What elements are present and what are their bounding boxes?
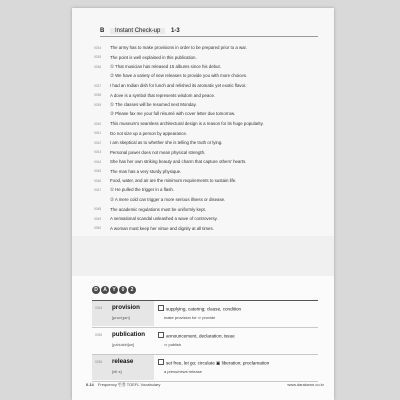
sentence-text: Do not size up a person by appearance. xyxy=(110,130,188,136)
section-header xyxy=(100,26,318,37)
sentence-row xyxy=(94,53,324,63)
sentence-row xyxy=(94,195,324,205)
sentence-row xyxy=(94,148,324,158)
sentence-number: 0046 xyxy=(94,178,102,183)
sentence-text: ① That musician has released 15 albums since his debut. xyxy=(110,63,221,69)
headword: release xyxy=(112,358,134,365)
sentence-number: 0039 xyxy=(94,102,102,107)
synonym-text: supplying, catering; clause, condition xyxy=(166,306,242,312)
sentence-number: 0047 xyxy=(94,188,102,193)
sentence-number: 0043 xyxy=(94,150,102,155)
sentence-text: ② Please fax me your full résumé with cover letter due tomorrow. xyxy=(110,111,236,117)
sentence-number: 0050 xyxy=(94,226,102,231)
sentence-number: 0035 xyxy=(94,55,102,60)
sentence-number: 0045 xyxy=(94,169,102,174)
sentence-number: 0042 xyxy=(94,140,102,145)
sentence-text: A dove is a symbol that represents wisdom and peace. xyxy=(110,92,216,98)
sentence-row xyxy=(94,81,324,91)
headword: provision xyxy=(112,304,140,311)
synonym-text: announcement, declaration; issue xyxy=(166,333,235,339)
sentence-list xyxy=(94,43,324,233)
sentence-row xyxy=(94,205,324,215)
sentence-number: 0038 xyxy=(94,93,102,98)
vocab-entry xyxy=(92,301,318,328)
vocab-entry-head xyxy=(92,328,154,353)
sentence-row xyxy=(94,167,324,177)
vocab-entry xyxy=(92,328,318,355)
checkbox-icon xyxy=(158,332,164,338)
sentence-row xyxy=(94,110,324,120)
headword: publication xyxy=(112,331,145,338)
sentence-number: 0037 xyxy=(94,83,102,88)
section-letter: B xyxy=(100,28,105,34)
entry-number: 0036 xyxy=(95,360,103,364)
section-code: 1-3 xyxy=(171,28,180,34)
entry-number: 0034 xyxy=(95,306,103,310)
book-page xyxy=(72,8,334,400)
sentence-number: 0034 xyxy=(94,45,102,50)
sentence-row xyxy=(94,119,324,129)
sentence-row xyxy=(94,43,324,53)
sentence-text: I had an Indian dish for lunch and relished its aromatic yet exotic flavor. xyxy=(110,83,247,89)
sentence-text: I am skeptical as to whether she is telling the truth or lying. xyxy=(110,140,223,146)
sentence-row xyxy=(94,62,324,72)
sentence-text: Food, water, and air are the minimum requirements to sustain life. xyxy=(110,178,237,184)
sentence-row xyxy=(94,129,324,139)
synonyms xyxy=(158,305,241,312)
sentence-text: A sensational scandal unleashed a wave of controversy. xyxy=(110,216,218,222)
synonyms xyxy=(158,359,269,367)
sentence-number: 0049 xyxy=(94,216,102,221)
sentence-row xyxy=(94,72,324,82)
day-badge-letter: 0 xyxy=(119,286,127,294)
sentence-text: The army has to make provisions in order to be prepared prior to a war. xyxy=(110,45,247,51)
day-badge xyxy=(92,286,136,294)
sentence-text: A woman must keep her virtue and dignity at all times. xyxy=(110,225,214,231)
sentence-text: Personal power does not mean physical strength. xyxy=(110,149,206,155)
derivative: ⇨ publish xyxy=(164,342,182,347)
sentence-row xyxy=(94,138,324,148)
sentence-text: ② A mere cold can trigger a more serious illness or disease. xyxy=(110,196,226,202)
sentence-text: The point is well explained in this publication. xyxy=(110,54,197,60)
day-badge-letter: D xyxy=(92,286,100,294)
vocab-entry-head xyxy=(92,355,154,380)
sentence-text: The man has a very sturdy physique. xyxy=(110,168,182,174)
book-title: Frequency 빈출 TOEFL Vocabulary xyxy=(97,382,161,387)
sentence-row xyxy=(94,224,324,234)
vocab-entry xyxy=(92,355,318,382)
day-badge-letter: A xyxy=(101,286,109,294)
sentence-row xyxy=(94,157,324,167)
sentence-row xyxy=(94,214,324,224)
derivative: make provision for ⇨ provide xyxy=(164,315,216,320)
sentence-text: ① He pulled the trigger in a flash. xyxy=(110,187,175,193)
checkbox-icon xyxy=(158,359,164,365)
sentence-text: This museum's seamless architectural design is a reason for its huge popularity. xyxy=(110,121,264,127)
pronunciation: [pʌ̀bləkéiʃən] xyxy=(112,342,135,347)
page-number: 0.14 xyxy=(86,382,94,387)
sentence-row xyxy=(94,91,324,101)
sentence-number: 0041 xyxy=(94,131,102,136)
publisher-url: www.darakwon.co.kr xyxy=(287,382,324,387)
day-badge-letter: Y xyxy=(110,286,118,294)
derivative: a press/news release xyxy=(164,369,202,374)
sentence-text: The academic regulations must be uniformly kept. xyxy=(110,206,206,212)
synonym-text: set free, let go; circulate ▣ liberation; proclamation xyxy=(166,360,270,366)
entry-number: 0035 xyxy=(95,333,103,337)
pronunciation: [rilíːs] xyxy=(112,369,122,374)
synonyms xyxy=(158,332,235,339)
pronunciation: [prəvíʒən] xyxy=(112,315,130,320)
day-badge-letter: 2 xyxy=(128,286,136,294)
sentence-number: 0040 xyxy=(94,121,102,126)
sentence-text: ① The classes will be resumed next Monday. xyxy=(110,101,197,107)
section-title: Instant Check-up xyxy=(110,28,165,34)
sentence-number: 0036 xyxy=(94,64,102,69)
sentence-row xyxy=(94,186,324,196)
vocab-entry-head xyxy=(92,301,154,326)
page-gap xyxy=(72,236,334,276)
sentence-text: ② We have a variety of new releases to provide you with more choices. xyxy=(110,73,248,79)
check-up-panel xyxy=(72,8,334,236)
sentence-row xyxy=(94,176,324,186)
checkbox-icon xyxy=(158,305,164,311)
sentence-text: She has her own striking beauty and charm that capture others' hearts. xyxy=(110,159,247,165)
sentence-row xyxy=(94,100,324,110)
vocabulary-table xyxy=(92,300,318,382)
sentence-number: 0044 xyxy=(94,159,102,164)
page-footer xyxy=(86,382,324,388)
sentence-number: 0048 xyxy=(94,207,102,212)
